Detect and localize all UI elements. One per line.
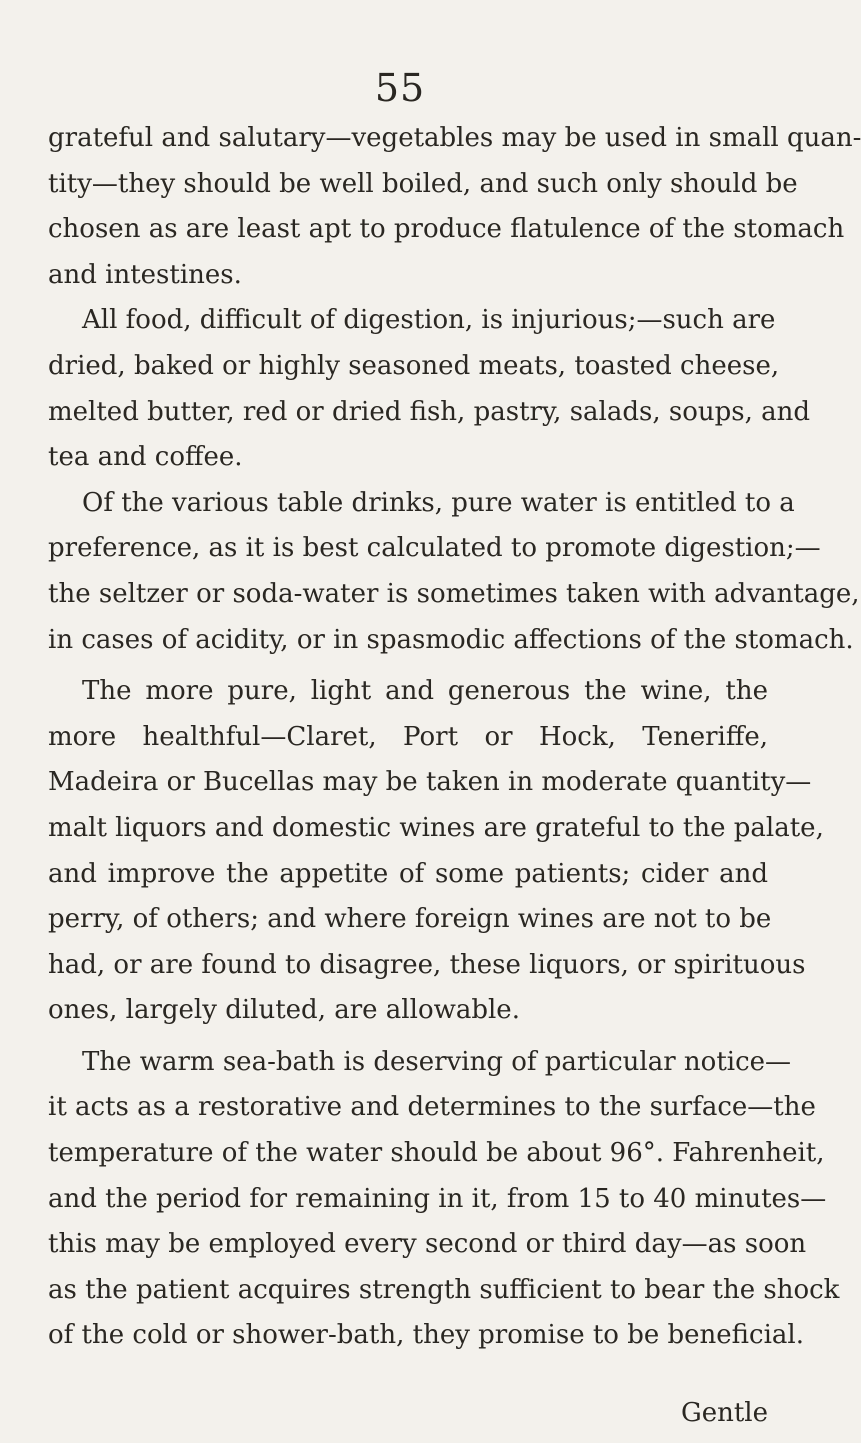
body-text — [48, 116, 861, 1359]
text-line: as the patient acquires strength sufficient to bear the shock — [48, 1274, 840, 1305]
paragraph-wine — [48, 669, 824, 1034]
text-line: and intestines. — [48, 259, 242, 290]
text-line: perry, of others; and where foreign wines are not to be — [48, 904, 772, 935]
paragraph-sea-bath — [48, 1040, 840, 1359]
text-line: and improve the appetite of some patients; cider and — [48, 858, 768, 889]
text-line: more healthful—Claret, Port or Hock, Teneriffe, — [48, 721, 768, 752]
paragraph-food — [48, 298, 811, 480]
text-line: dried, baked or highly seasoned meats, toasted cheese, — [48, 350, 780, 381]
text-line: temperature of the water should be about 96°. Fahrenheit, — [48, 1138, 825, 1169]
paragraph-drinks — [48, 481, 860, 663]
text-line: preference, as it is best calculated to promote digestion;— — [48, 533, 821, 564]
text-line: of the cold or shower-bath, they promise to be beneficial. — [48, 1320, 804, 1351]
text-line: The more pure, light and generous the wine, the — [82, 676, 768, 707]
text-line: All food, difficult of digestion, is injurious;—such are — [82, 305, 776, 336]
text-line: the seltzer or soda-water is sometimes taken with advantage, — [48, 578, 860, 609]
text-line: ones, largely diluted, are allowable. — [48, 995, 520, 1026]
text-line: it acts as a restorative and determines to the surface—the — [48, 1092, 816, 1123]
text-line: tity—they should be well boiled, and such only should be — [48, 168, 798, 199]
text-line: grateful and salutary—vegetables may be used in small quan- — [48, 123, 861, 153]
text-line: and the period for remaining in it, from 15 to 40 minutes— — [48, 1183, 827, 1214]
text-line: in cases of acidity, or in spasmodic affections of the stomach. — [48, 624, 854, 655]
text-line: Of the various table drinks, pure water is entitled to a — [82, 487, 795, 518]
paragraph-vegetables — [48, 116, 861, 298]
text-line: tea and coffee. — [48, 442, 243, 473]
text-line: chosen as are least apt to produce flatulence of the stomach — [48, 214, 845, 245]
text-line: The warm sea-bath is deserving of particular notice— — [82, 1046, 792, 1077]
text-line: had, or are found to disagree, these liquors, or spirituous — [48, 949, 806, 980]
text-line: Madeira or Bucellas may be taken in moderate quantity— — [48, 767, 812, 798]
text-line: this may be employed every second or third day—as soon — [48, 1229, 807, 1260]
text-line: malt liquors and domestic wines are grateful to the palate, — [48, 812, 824, 843]
catchword: Gentle — [680, 1398, 768, 1428]
text-line: melted butter, red or dried fish, pastry, salads, soups, and — [48, 396, 811, 427]
page-number: 55 — [374, 66, 426, 110]
